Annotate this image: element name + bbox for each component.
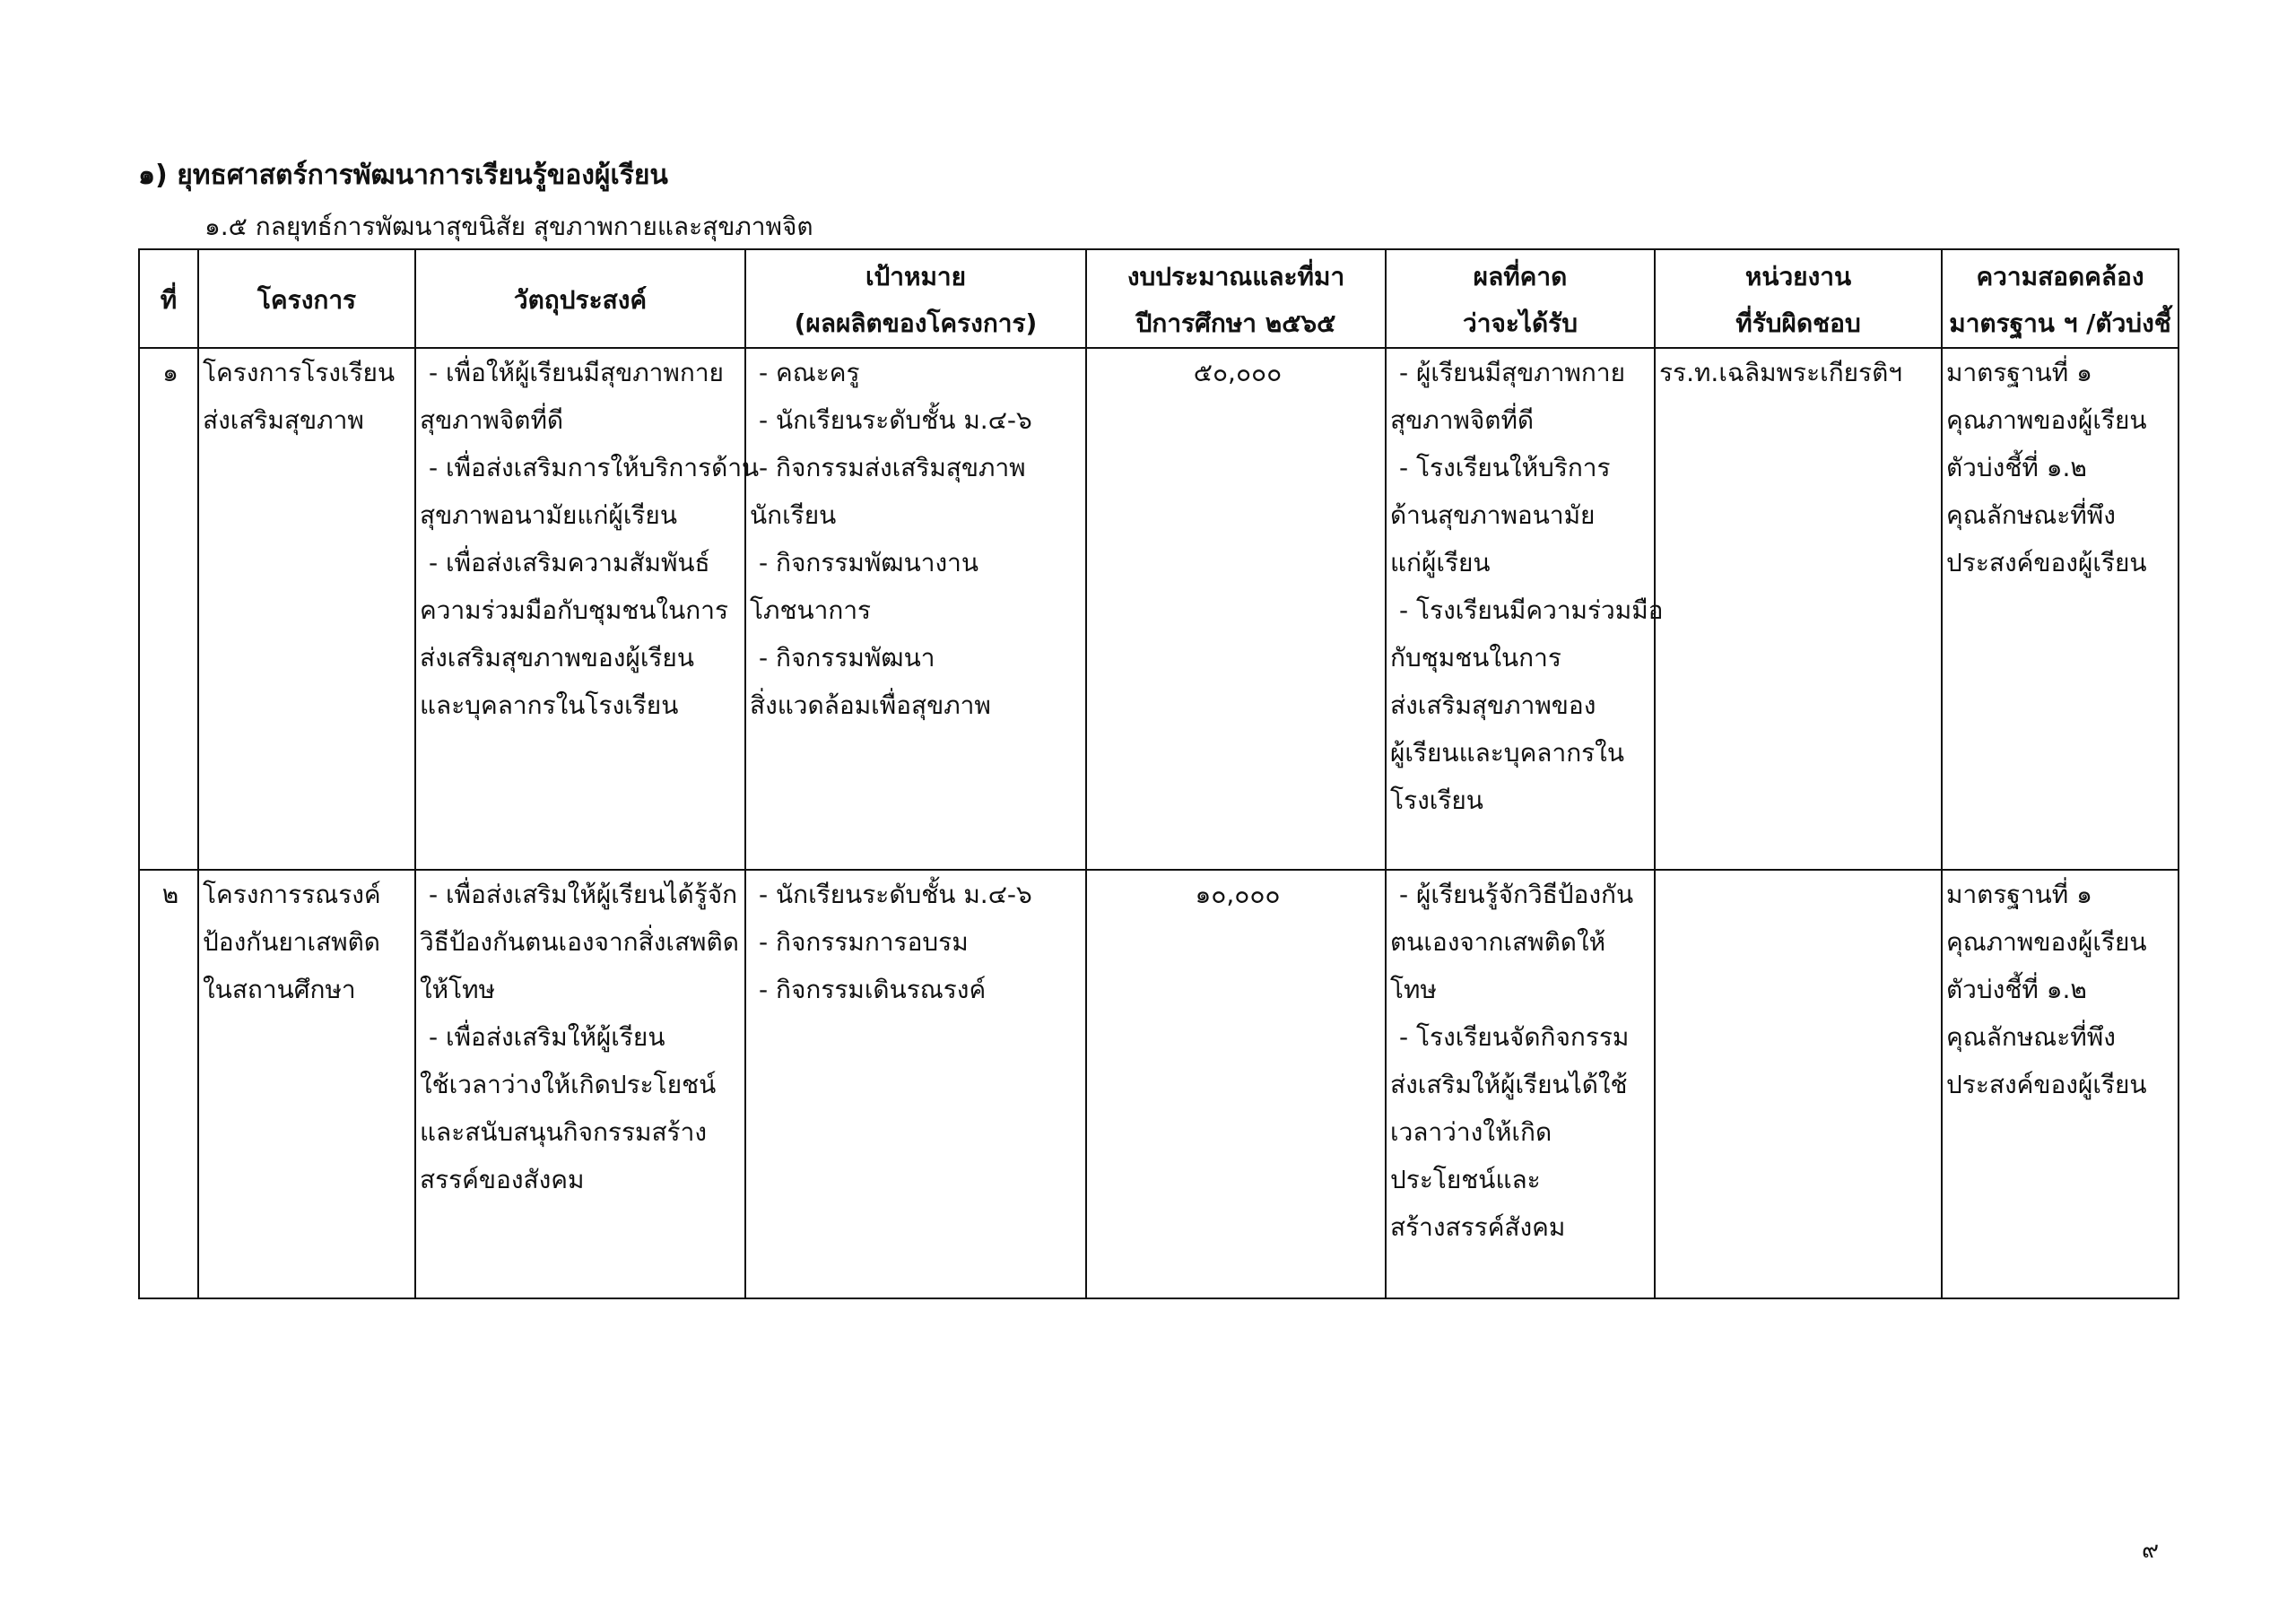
cell-objective — [415, 870, 745, 1298]
cell-line: - กิจกรรมการอบรม — [759, 927, 969, 957]
table-header-row — [139, 249, 2179, 348]
cell-line: ประสงค์ของผู้เรียน — [1946, 548, 2147, 577]
cell-line: คุณลักษณะที่พึง — [1946, 1022, 2116, 1052]
header-line: หน่วยงาน — [1744, 262, 1852, 291]
header-result — [1386, 249, 1655, 348]
cell-line: - เพื่อส่งเสริมให้ผู้เรียน — [429, 1022, 665, 1052]
cell-line: ส่งเสริมให้ผู้เรียนได้ใช้ — [1390, 1070, 1628, 1099]
cell-line: - คณะครู — [759, 358, 860, 387]
page-heading: ๑) ยุทธศาสตร์การพัฒนาการเรียนรู้ของผู้เรียน — [138, 160, 668, 191]
cell-line: โภชนาการ — [750, 595, 872, 625]
cell-line: ใช้เวลาว่างให้เกิดประโยชน์ — [420, 1070, 717, 1099]
cell-line: ป้องกันยาเสพติด — [203, 927, 380, 957]
page-subheading: ๑.๕ กลยุทธ์การพัฒนาสุขนิสัย สุขภาพกายและสุขภาพจิต — [204, 212, 813, 241]
cell-no — [139, 870, 198, 1298]
header-line: มาตรฐาน ฯ /ตัวบ่งชี้ — [1949, 308, 2171, 338]
header-project — [198, 249, 415, 348]
header-line: ผลที่คาด — [1473, 262, 1568, 291]
cell-target — [745, 870, 1086, 1298]
cell-line: - กิจกรรมส่งเสริมสุขภาพ — [759, 453, 1026, 482]
cell-line: ส่งเสริมสุขภาพของผู้เรียน — [420, 643, 694, 673]
cell-line: - เพื่อส่งเสริมการให้บริการด้าน — [429, 453, 760, 482]
cell-result — [1386, 348, 1664, 870]
strategy-table — [138, 248, 2179, 1299]
header-unit — [1655, 249, 1942, 348]
cell-line: ในสถานศึกษา — [203, 975, 356, 1004]
cell-line: รร.ท.เฉลิมพระเกียรติฯ — [1659, 358, 1903, 387]
cell-line: สุขภาพอนามัยแก่ผู้เรียน — [420, 500, 677, 530]
header-line: งบประมาณและที่มา — [1126, 262, 1345, 291]
cell-result — [1386, 870, 1655, 1298]
cell-project — [198, 870, 415, 1298]
header-line: โครงการ — [257, 285, 357, 315]
cell-objective — [415, 348, 760, 870]
cell-line: โรงเรียน — [1390, 785, 1483, 815]
cell-line: ประสงค์ของผู้เรียน — [1946, 1070, 2147, 1099]
cell-line: ส่งเสริมสุขภาพของ — [1390, 690, 1596, 720]
cell-line: ตนเองจากเสพติดให้ — [1390, 927, 1606, 957]
cell-line: - โรงเรียนให้บริการ — [1399, 453, 1611, 482]
header-line: ปีการศึกษา ๒๕๖๕ — [1135, 308, 1336, 338]
cell-line: คุณภาพของผู้เรียน — [1946, 405, 2147, 435]
cell-line: - โรงเรียนจัดกิจกรรม — [1399, 1022, 1630, 1052]
table-row — [139, 348, 2179, 870]
header-no — [139, 249, 198, 348]
cell-line: ผู้เรียนและบุคลากรใน — [1390, 738, 1624, 768]
cell-unit — [1655, 870, 1942, 1298]
cell-budget — [1086, 348, 1386, 870]
cell-line: โครงการโรงเรียน — [203, 358, 396, 387]
header-line: เป้าหมาย — [865, 262, 967, 291]
cell-line: ด้านสุขภาพอนามัย — [1390, 500, 1596, 530]
header-line: วัตถุประสงค์ — [513, 285, 648, 315]
cell-line: ส่งเสริมสุขภาพ — [203, 405, 364, 435]
cell-line: สิ่งแวดล้อมเพื่อสุขภาพ — [750, 690, 991, 720]
cell-line: - กิจกรรมพัฒนางาน — [759, 548, 978, 577]
cell-line: - เพื่อให้ผู้เรียนมีสุขภาพกาย — [429, 358, 724, 387]
header-line: ความสอดคล้อง — [1976, 262, 2144, 291]
cell-line: สุขภาพจิตที่ดี — [420, 405, 564, 435]
cell-line: - นักเรียนระดับชั้น ม.๔-๖ — [759, 405, 1032, 435]
cell-unit — [1655, 348, 1942, 870]
cell-project — [198, 348, 415, 870]
cell-line: แก่ผู้เรียน — [1390, 548, 1491, 577]
cell-line: คุณภาพของผู้เรียน — [1946, 927, 2147, 957]
cell-line: กับชุมชนในการ — [1390, 643, 1561, 673]
cell-line: สุขภาพจิตที่ดี — [1390, 405, 1535, 435]
cell-line: - เพื่อส่งเสริมความสัมพันธ์ — [429, 548, 710, 577]
cell-line: มาตรฐานที่ ๑ — [1946, 358, 2092, 387]
cell-line: ตัวบ่งชี้ที่ ๑.๒ — [1946, 453, 2087, 482]
cell-line: - โรงเรียนมีความร่วมมือ — [1399, 595, 1664, 625]
header-line: ว่าจะได้รับ — [1463, 308, 1578, 338]
cell-line: ประโยชน์และ — [1390, 1165, 1541, 1194]
header-budget — [1086, 249, 1386, 348]
header-line: (ผลผลิตของโครงการ) — [794, 308, 1038, 338]
header-objective — [415, 249, 745, 348]
cell-line: สร้างสรรค์สังคม — [1390, 1212, 1566, 1242]
header-standard — [1942, 249, 2179, 348]
cell-line: - กิจกรรมพัฒนา — [759, 643, 935, 673]
cell-line: - กิจกรรมเดินรณรงค์ — [759, 975, 987, 1004]
cell-line: ๕๐,๐๐๐ — [1193, 358, 1283, 387]
cell-line: คุณลักษณะที่พึง — [1946, 500, 2116, 530]
cell-line: ความร่วมมือกับชุมชนในการ — [420, 595, 728, 625]
cell-line: ๑๐,๐๐๐ — [1195, 880, 1281, 909]
cell-line: สรรค์ของสังคม — [420, 1165, 585, 1194]
cell-standard — [1942, 348, 2179, 870]
cell-line: - ผู้เรียนรู้จักวิธีป้องกัน — [1399, 880, 1634, 909]
cell-line: มาตรฐานที่ ๑ — [1946, 880, 2092, 909]
cell-line: ให้โทษ — [420, 975, 496, 1004]
cell-budget — [1086, 870, 1386, 1298]
cell-line: ตัวบ่งชี้ที่ ๑.๒ — [1946, 975, 2087, 1004]
header-line: ที่รับผิดชอบ — [1735, 308, 1861, 338]
cell-standard — [1942, 870, 2179, 1298]
cell-line: - เพื่อส่งเสริมให้ผู้เรียนได้รู้จัก — [429, 880, 738, 909]
cell-line: วิธีป้องกันตนเองจากสิ่งเสพติด — [420, 927, 739, 957]
cell-line: เวลาว่างให้เกิด — [1390, 1117, 1552, 1147]
cell-line: - นักเรียนระดับชั้น ม.๔-๖ — [759, 880, 1032, 909]
cell-line: และสนับสนุนกิจกรรมสร้าง — [420, 1117, 707, 1147]
header-line: ที่ — [160, 285, 178, 315]
cell-line: โครงการรณรงค์ — [203, 880, 381, 909]
cell-line: โทษ — [1390, 975, 1437, 1004]
page-number: ๙ — [2142, 1537, 2160, 1564]
cell-line: ๒ — [161, 880, 179, 909]
cell-line: ๑ — [162, 358, 178, 387]
cell-line: และบุคลากรในโรงเรียน — [420, 690, 679, 720]
header-target — [745, 249, 1086, 348]
table-row — [139, 870, 2179, 1298]
cell-line: นักเรียน — [750, 500, 837, 530]
cell-no — [139, 348, 198, 870]
cell-target — [745, 348, 1086, 870]
cell-line: - ผู้เรียนมีสุขภาพกาย — [1399, 358, 1625, 387]
